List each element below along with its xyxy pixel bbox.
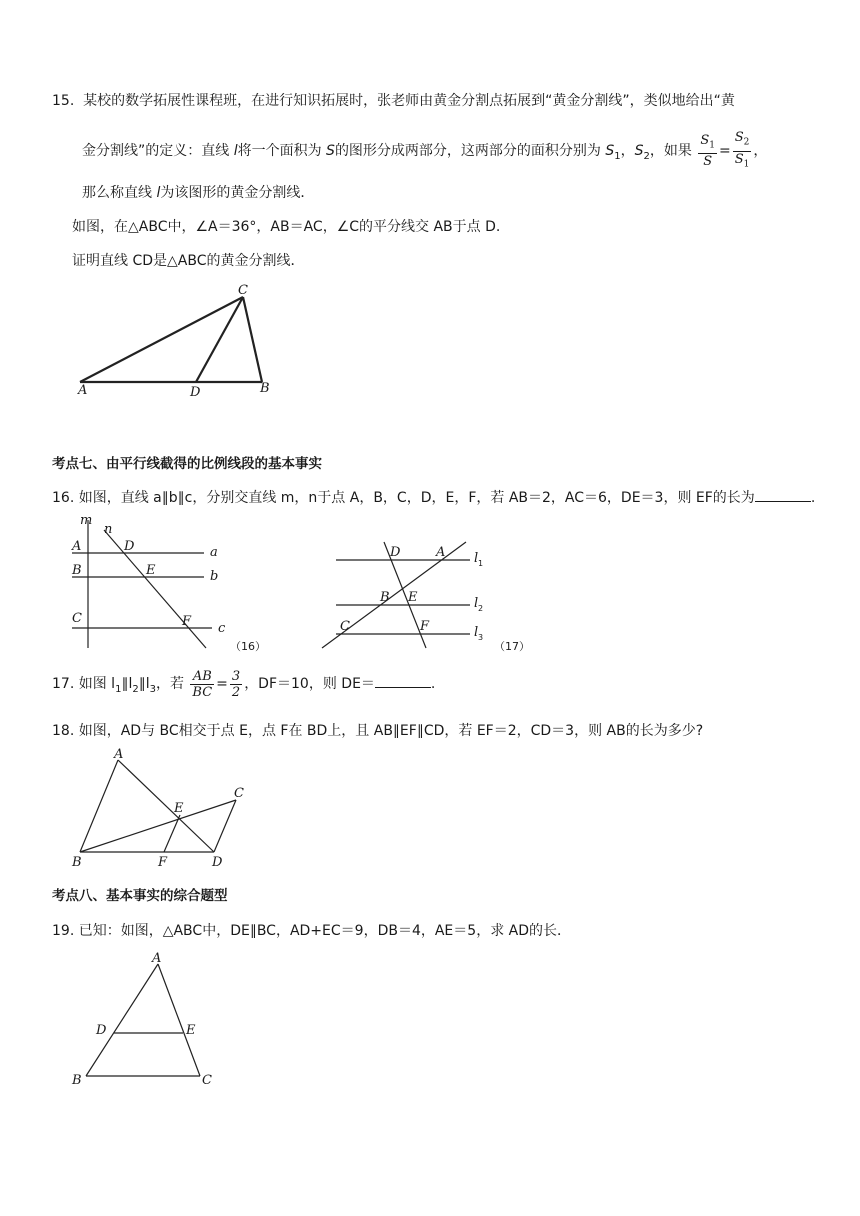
- label-A: A: [78, 383, 88, 398]
- svg-text:a: a: [210, 545, 218, 560]
- svg-text:C: C: [72, 611, 82, 626]
- svg-text:E: E: [408, 590, 418, 605]
- label-C: C: [238, 283, 248, 298]
- svg-text:B: B: [72, 855, 82, 870]
- svg-text:b: b: [210, 569, 219, 584]
- label-D: D: [190, 385, 201, 400]
- svg-text:A: A: [436, 545, 446, 560]
- svg-text:1: 1: [478, 559, 484, 568]
- q15-line5: 证明直线 CD是△ABC的黄金分割线．: [72, 253, 305, 269]
- svg-text:3: 3: [478, 633, 484, 642]
- svg-text:B: B: [72, 563, 82, 578]
- svg-text:D: D: [96, 1023, 107, 1038]
- svg-text:F: F: [420, 619, 430, 634]
- q19-text: 19. 已知：如图，△ABC中，DE∥BC，AD+EC＝9，DB＝4，AE＝5，求 AD的长．: [52, 923, 571, 939]
- q15-line1: 15. 某校的数学拓展性课程班，在进行知识拓展时，张老师由黄金分割点拓展到“黄金分割线”，类似地给出“黄: [52, 93, 735, 109]
- svg-text:A: A: [152, 951, 162, 966]
- svg-text:E: E: [174, 801, 184, 816]
- svg-text:c: c: [218, 621, 226, 636]
- q15-line3: 那么称直线 l为该图形的黄金分割线．: [82, 185, 315, 201]
- svg-text:E: E: [186, 1023, 196, 1038]
- svg-text:F: F: [182, 614, 192, 629]
- svg-text:（17）: （17）: [494, 640, 530, 653]
- q15-line2: 金分割线”的定义：直线 l将一个面积为 S的图形分成两部分，这两部分的面积分别为 $S_1$，$S_2$，如果 $\frac{S_1}{S}$ = $\frac{S_2}{S_1}$ ，: [82, 130, 767, 160]
- svg-text:B: B: [72, 1073, 82, 1088]
- svg-text:n: n: [104, 522, 113, 537]
- svg-text:l: l: [474, 551, 479, 566]
- q15-line4: 如图，在△ABC中，∠A＝36°，AB＝AC，∠C的平分线交 AB于点 D.: [72, 219, 501, 235]
- q17-ratio: $\frac{AB}{BC}$: [192, 668, 213, 700]
- svg-text:A: A: [114, 747, 124, 762]
- svg-text:m: m: [80, 513, 93, 528]
- svg-text:D: D: [124, 539, 135, 554]
- section-8-heading: 考点八、基本事实的综合题型: [52, 888, 228, 904]
- svg-text:C: C: [202, 1073, 212, 1088]
- q17-value: $\frac{3}{2}$: [231, 668, 241, 700]
- svg-text:D: D: [390, 545, 401, 560]
- svg-text:C: C: [234, 786, 244, 801]
- svg-text:C: C: [340, 619, 350, 634]
- q15-fraction-1: $\frac{S_1}{S}$: [700, 132, 716, 170]
- q17-text: 17. 如图 $l_1\parallel l_2\parallel l_3$，若 $\frac{AB}{BC}$ = $\frac{3}{2}$ ，DF＝10，则 DE＝ .: [52, 668, 436, 700]
- svg-text:B: B: [380, 590, 390, 605]
- q18-text: 18. 如图，AD与 BC相交于点 E，点 F在 BD上，且 AB∥EF∥CD，若 EF＝2，CD＝3，则 AB的长为多少?: [52, 723, 704, 739]
- q16-text: 16. 如图，直线 a∥b∥c，分别交直线 m，n于点 A，B，C，D，E，F，若 AB＝2，AC＝6，DE＝3，则 EF的长为 .: [52, 490, 816, 506]
- label-B: B: [260, 381, 270, 396]
- svg-text:D: D: [212, 855, 223, 870]
- svg-text:l: l: [474, 596, 479, 611]
- svg-text:E: E: [146, 563, 156, 578]
- svg-text:2: 2: [478, 604, 484, 613]
- svg-text:（16）: （16）: [230, 640, 266, 653]
- q15-fraction-2: $\frac{S_2}{S_1}$: [734, 130, 750, 170]
- svg-text:l: l: [474, 625, 479, 640]
- svg-text:F: F: [158, 855, 168, 870]
- svg-text:A: A: [72, 539, 82, 554]
- section-7-heading: 考点七、由平行线截得的比例线段的基本事实: [52, 456, 322, 472]
